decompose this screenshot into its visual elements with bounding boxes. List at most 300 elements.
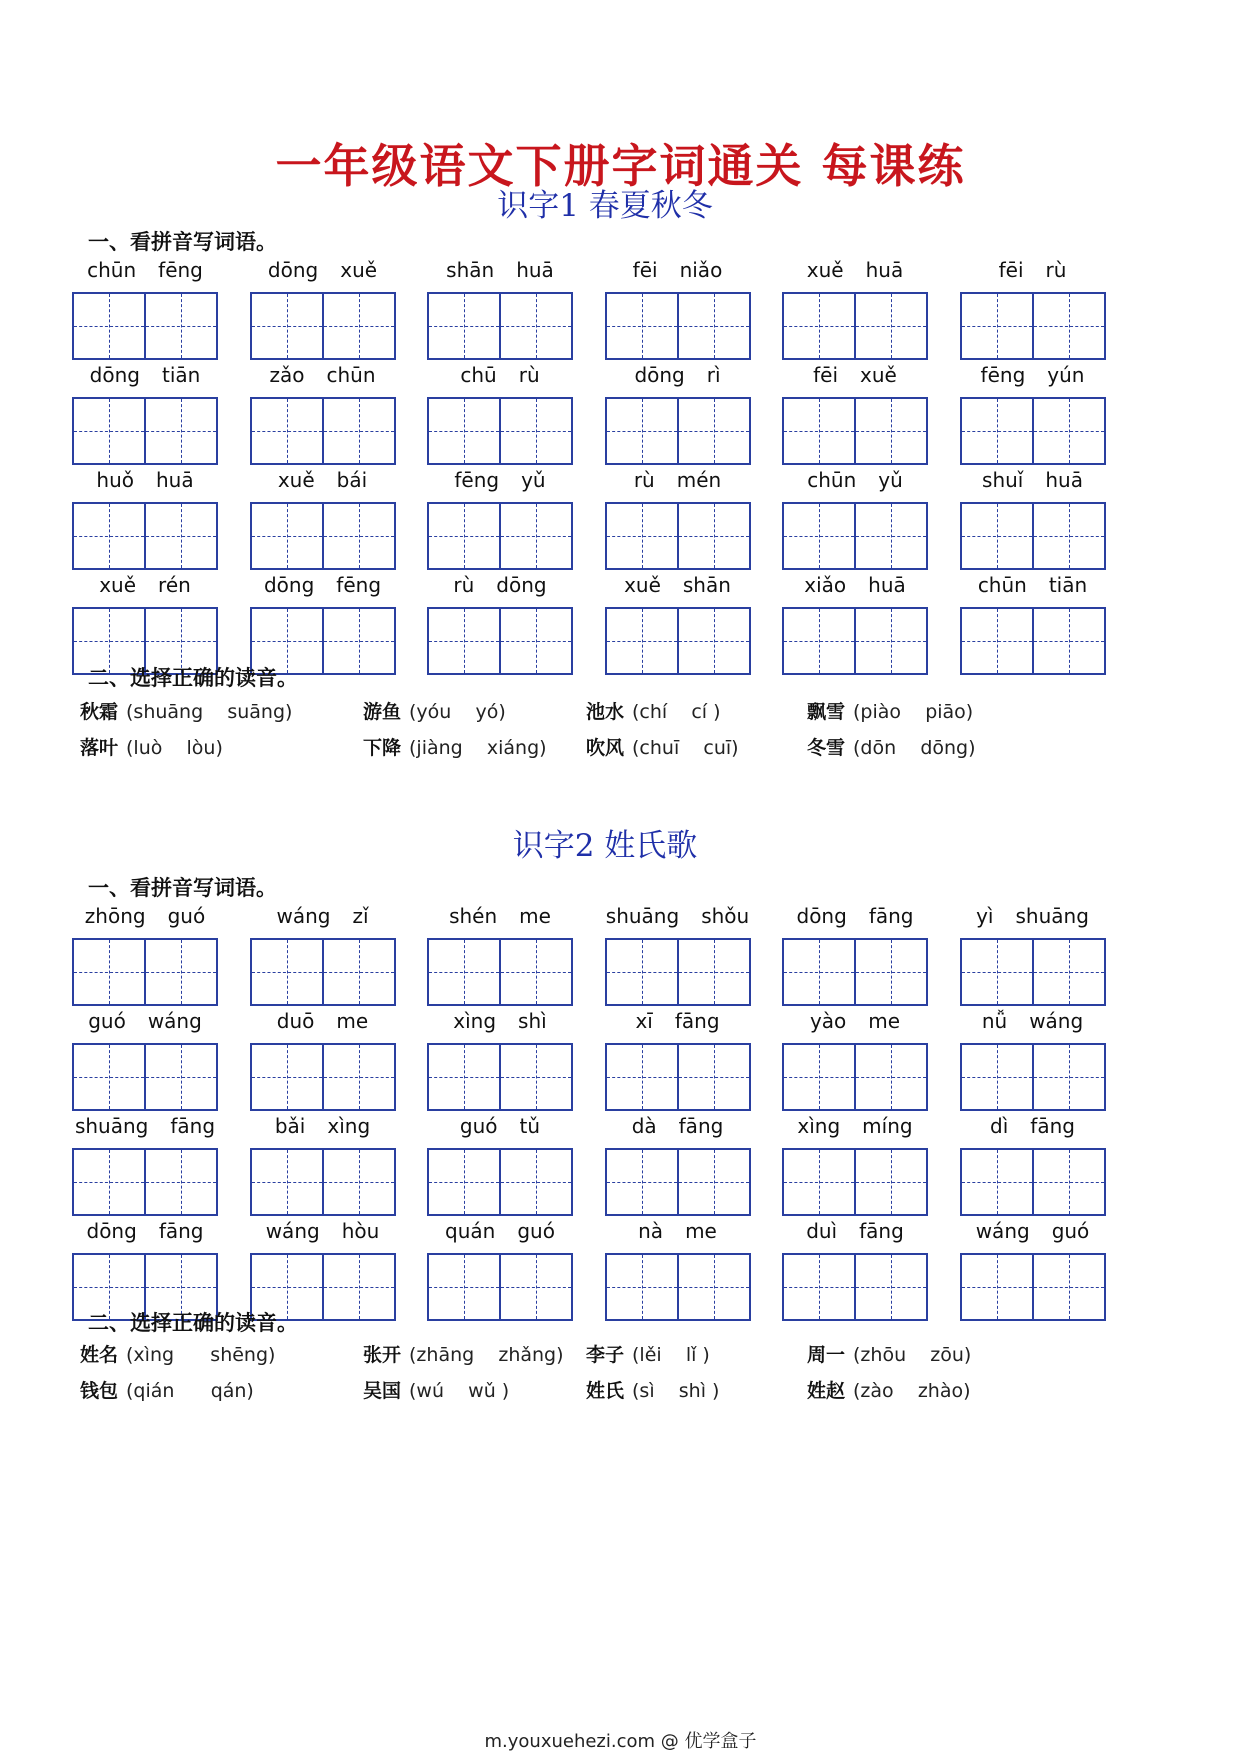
pinyin-syllable: mén	[676, 468, 722, 492]
pinyin-syllable: rù	[453, 573, 475, 597]
pinyin-syllable: dōng	[267, 258, 319, 282]
pinyin-syllable: rù	[1045, 258, 1067, 282]
word-cell	[427, 573, 573, 679]
choice-options[interactable]: (sì shì )	[632, 1380, 720, 1402]
pinyin-label	[72, 363, 218, 391]
pinyin-label	[72, 904, 218, 932]
tian-zi-ge-box[interactable]	[784, 399, 854, 463]
pinyin-label	[250, 573, 396, 601]
word-cell	[72, 1114, 218, 1220]
reading-choice	[586, 697, 721, 724]
writing-boxes	[605, 1043, 751, 1111]
choice-options[interactable]: (chuī cuī)	[632, 737, 739, 759]
tian-zi-ge-box[interactable]	[74, 940, 144, 1004]
pinyin-label	[960, 1009, 1106, 1037]
pinyin-syllable: chūn	[977, 573, 1027, 597]
word-cell	[72, 1009, 218, 1115]
pinyin-syllable: tiān	[1048, 573, 1088, 597]
pinyin-label	[605, 258, 751, 286]
pinyin-label	[605, 904, 751, 932]
pinyin-syllable: shuāng	[74, 1114, 149, 1138]
word-cell	[960, 1219, 1106, 1325]
tian-zi-ge-box[interactable]	[322, 1255, 394, 1319]
pinyin-syllable: guó	[88, 1009, 126, 1033]
tian-zi-ge-box[interactable]	[322, 399, 394, 463]
tian-zi-ge-box[interactable]	[677, 1150, 749, 1214]
tian-zi-ge-box[interactable]	[962, 1150, 1032, 1214]
pinyin-label	[605, 1219, 751, 1247]
pinyin-syllable: chūn	[807, 468, 857, 492]
writing-boxes	[72, 1043, 218, 1111]
pinyin-syllable: fāng	[868, 904, 914, 928]
tian-zi-ge-box[interactable]	[1032, 399, 1104, 463]
word-cell	[605, 258, 751, 364]
writing-boxes	[72, 938, 218, 1006]
word-cell	[605, 1114, 751, 1220]
word-cell	[960, 904, 1106, 1010]
tian-zi-ge-box[interactable]	[784, 1150, 854, 1214]
pinyin-syllable: zhōng	[84, 904, 146, 928]
writing-boxes	[782, 397, 928, 465]
choice-row	[80, 1340, 1088, 1370]
reading-choice	[80, 1376, 254, 1403]
tian-zi-ge-box[interactable]	[322, 940, 394, 1004]
tian-zi-ge-box[interactable]	[252, 504, 322, 568]
word-cell	[427, 468, 573, 574]
tian-zi-ge-box[interactable]	[607, 609, 677, 673]
tian-zi-ge-box[interactable]	[677, 294, 749, 358]
writing-boxes	[250, 1043, 396, 1111]
tian-zi-ge-box[interactable]	[74, 399, 144, 463]
tian-zi-ge-box[interactable]	[429, 399, 499, 463]
tian-zi-ge-box[interactable]	[1032, 609, 1104, 673]
word-cell	[960, 363, 1106, 469]
writing-boxes	[605, 938, 751, 1006]
pinyin-syllable: bǎi	[274, 1114, 306, 1138]
writing-boxes	[72, 292, 218, 360]
pinyin-label	[960, 904, 1106, 932]
tian-zi-ge-box[interactable]	[784, 940, 854, 1004]
pinyin-syllable: wáng	[147, 1009, 202, 1033]
tian-zi-ge-box[interactable]	[322, 609, 394, 673]
tian-zi-ge-box[interactable]	[854, 399, 926, 463]
tian-zi-ge-box[interactable]	[499, 1255, 571, 1319]
writing-boxes	[250, 502, 396, 570]
pinyin-syllable: huā	[1045, 468, 1083, 492]
pinyin-label	[782, 1009, 928, 1037]
word-cell	[782, 1219, 928, 1325]
tian-zi-ge-box[interactable]	[962, 399, 1032, 463]
choice-word: 周一	[807, 1344, 846, 1366]
tian-zi-ge-box[interactable]	[854, 609, 926, 673]
tian-zi-ge-box[interactable]	[499, 1045, 571, 1109]
tian-zi-ge-box[interactable]	[252, 294, 322, 358]
word-cell	[782, 573, 928, 679]
tian-zi-ge-box[interactable]	[784, 609, 854, 673]
word-cell	[782, 1009, 928, 1115]
pinyin-syllable: fāng	[859, 1219, 904, 1243]
word-cell	[782, 363, 928, 469]
word-cell	[427, 904, 573, 1010]
grid-row	[80, 1009, 1120, 1115]
choice-word: 姓赵	[807, 1380, 846, 1402]
grid-row	[80, 904, 1120, 1010]
pinyin-label	[605, 1114, 751, 1142]
pinyin-syllable: duō	[276, 1009, 315, 1033]
pinyin-syllable: chū	[460, 363, 497, 387]
choice-word: 下降	[363, 737, 402, 759]
tian-zi-ge-box[interactable]	[962, 294, 1032, 358]
tian-zi-ge-box[interactable]	[784, 1045, 854, 1109]
writing-boxes	[427, 1253, 573, 1321]
tian-zi-ge-box[interactable]	[74, 1150, 144, 1214]
reading-choice	[807, 1376, 971, 1403]
choice-options[interactable]: (jiàng xiáng)	[409, 737, 547, 759]
tian-zi-ge-box[interactable]	[1032, 1150, 1104, 1214]
pinyin-syllable: yún	[1047, 363, 1085, 387]
reading-choice	[80, 1340, 275, 1367]
pinyin-label	[250, 258, 396, 286]
tian-zi-ge-box[interactable]	[144, 399, 216, 463]
reading-choice	[586, 733, 739, 760]
writing-boxes	[960, 502, 1106, 570]
tian-zi-ge-box[interactable]	[144, 504, 216, 568]
writing-boxes	[427, 397, 573, 465]
pinyin-label	[250, 1009, 396, 1037]
tian-zi-ge-box[interactable]	[322, 1150, 394, 1214]
pinyin-label	[960, 1219, 1106, 1247]
pinyin-syllable: fāng	[1030, 1114, 1075, 1138]
section-heading-choose-reading-2: 二、选择正确的读音。	[88, 1311, 298, 1335]
tian-zi-ge-box[interactable]	[1032, 294, 1104, 358]
pinyin-label	[960, 258, 1106, 286]
tian-zi-ge-box[interactable]	[962, 940, 1032, 1004]
choice-word: 冬雪	[807, 737, 846, 759]
pinyin-syllable: huā	[155, 468, 194, 492]
choice-options[interactable]: (luò lòu)	[126, 737, 223, 759]
tian-zi-ge-box[interactable]	[429, 1045, 499, 1109]
writing-boxes	[72, 397, 218, 465]
tian-zi-ge-box[interactable]	[499, 1150, 571, 1214]
pinyin-syllable: yǔ	[878, 468, 903, 492]
pinyin-label	[72, 1114, 218, 1142]
tian-zi-ge-box[interactable]	[1032, 1255, 1104, 1319]
writing-boxes	[960, 1043, 1106, 1111]
tian-zi-ge-box[interactable]	[252, 1150, 322, 1214]
tian-zi-ge-box[interactable]	[252, 399, 322, 463]
choice-options[interactable]: (yóu yó)	[409, 701, 506, 723]
writing-boxes	[250, 1148, 396, 1216]
tian-zi-ge-box[interactable]	[677, 399, 749, 463]
word-cell	[605, 1219, 751, 1325]
tian-zi-ge-box[interactable]	[677, 940, 749, 1004]
tian-zi-ge-box[interactable]	[144, 294, 216, 358]
pinyin-label	[782, 363, 928, 391]
tian-zi-ge-box[interactable]	[144, 1150, 216, 1214]
tian-zi-ge-box[interactable]	[74, 294, 144, 358]
tian-zi-ge-box[interactable]	[429, 940, 499, 1004]
section-heading-write-words-1: 一、看拼音写词语。	[88, 230, 277, 254]
choice-options[interactable]: (chí cí )	[632, 701, 721, 723]
reading-choice	[586, 1340, 710, 1367]
word-cell	[782, 468, 928, 574]
reading-choice	[807, 733, 976, 760]
grid-row	[80, 468, 1120, 574]
tian-zi-ge-box[interactable]	[74, 504, 144, 568]
pinyin-syllable: rù	[518, 363, 540, 387]
pinyin-syllable: huǒ	[96, 468, 134, 492]
word-cell	[250, 1009, 396, 1115]
pinyin-label	[250, 904, 396, 932]
word-cell	[250, 258, 396, 364]
tian-zi-ge-box[interactable]	[499, 609, 571, 673]
pinyin-label	[427, 363, 573, 391]
pinyin-syllable: zǐ	[352, 904, 369, 928]
tian-zi-ge-box[interactable]	[499, 940, 571, 1004]
page-title: 一年级语文下册字词通关 每课练	[275, 139, 966, 193]
tian-zi-ge-box[interactable]	[1032, 504, 1104, 568]
pinyin-syllable: guó	[1051, 1219, 1090, 1243]
pinyin-syllable: fāng	[674, 1009, 720, 1033]
tian-zi-ge-box[interactable]	[607, 1150, 677, 1214]
writing-boxes	[72, 502, 218, 570]
word-cell	[782, 904, 928, 1010]
word-cell	[250, 904, 396, 1010]
reading-choice	[586, 1376, 719, 1403]
pinyin-syllable: dōng	[86, 1219, 137, 1243]
pinyin-label	[605, 573, 751, 601]
pinyin-label	[605, 1009, 751, 1037]
choice-row	[80, 697, 1088, 727]
tian-zi-ge-box[interactable]	[677, 609, 749, 673]
writing-boxes	[960, 1253, 1106, 1321]
tian-zi-ge-box[interactable]	[607, 1255, 677, 1319]
pinyin-syllable: xuě	[340, 258, 378, 282]
choice-options[interactable]: (wú wǔ )	[409, 1380, 510, 1402]
pinyin-syllable: wáng	[1029, 1009, 1084, 1033]
tian-zi-ge-box[interactable]	[252, 1045, 322, 1109]
writing-boxes	[72, 1148, 218, 1216]
tian-zi-ge-box[interactable]	[429, 1255, 499, 1319]
pinyin-syllable: duì	[806, 1219, 838, 1243]
pinyin-label	[960, 363, 1106, 391]
tian-zi-ge-box[interactable]	[144, 940, 216, 1004]
writing-boxes	[605, 292, 751, 360]
choice-options[interactable]: (dōn dōng)	[853, 737, 976, 759]
tian-zi-ge-box[interactable]	[322, 1045, 394, 1109]
writing-boxes	[782, 1148, 928, 1216]
grid-row	[80, 258, 1120, 364]
reading-choice	[807, 697, 973, 724]
word-cell	[960, 1009, 1106, 1115]
tian-zi-ge-box[interactable]	[677, 1045, 749, 1109]
pinyin-syllable: dōng	[796, 904, 847, 928]
writing-boxes	[960, 938, 1106, 1006]
tian-zi-ge-box[interactable]	[322, 294, 394, 358]
pinyin-syllable: fēng	[336, 573, 382, 597]
tian-zi-ge-box[interactable]	[854, 1150, 926, 1214]
pinyin-syllable: quán	[445, 1219, 496, 1243]
choice-word: 钱包	[80, 1380, 119, 1402]
writing-boxes	[427, 607, 573, 675]
pinyin-syllable: nà	[638, 1219, 664, 1243]
choice-options[interactable]: (zhōu zōu)	[853, 1344, 972, 1366]
tian-zi-ge-box[interactable]	[854, 294, 926, 358]
choice-options[interactable]: (qián qán)	[126, 1380, 254, 1402]
pinyin-syllable: fēi	[998, 258, 1024, 282]
tian-zi-ge-box[interactable]	[499, 294, 571, 358]
word-cell	[72, 904, 218, 1010]
grid-row	[80, 363, 1120, 469]
pinyin-syllable: chūn	[326, 363, 376, 387]
tian-zi-ge-box[interactable]	[1032, 1045, 1104, 1109]
pinyin-syllable: huā	[868, 573, 906, 597]
pinyin-label	[605, 363, 751, 391]
tian-zi-ge-box[interactable]	[499, 399, 571, 463]
pinyin-syllable: fāng	[158, 1219, 204, 1243]
pinyin-syllable: fēng	[158, 258, 203, 282]
pinyin-syllable: shān	[446, 258, 495, 282]
pinyin-label	[782, 1114, 928, 1142]
tian-zi-ge-box[interactable]	[429, 1150, 499, 1214]
tian-zi-ge-box[interactable]	[607, 1045, 677, 1109]
pinyin-syllable: shuāng	[605, 904, 680, 928]
tian-zi-ge-box[interactable]	[144, 1045, 216, 1109]
writing-boxes	[427, 292, 573, 360]
choice-options[interactable]: (piào piāo)	[853, 701, 974, 723]
writing-boxes	[960, 397, 1106, 465]
choice-options[interactable]: (zào zhào)	[853, 1380, 971, 1402]
pinyin-syllable: tǔ	[519, 1114, 541, 1138]
tian-zi-ge-box[interactable]	[607, 940, 677, 1004]
pinyin-syllable: fēi	[632, 258, 658, 282]
pinyin-syllable: rì	[706, 363, 721, 387]
word-cell	[72, 363, 218, 469]
pinyin-syllable: xuě	[99, 573, 137, 597]
writing-boxes	[782, 607, 928, 675]
tian-zi-ge-box[interactable]	[854, 1255, 926, 1319]
word-cell	[605, 904, 751, 1010]
tian-zi-ge-box[interactable]	[854, 940, 926, 1004]
pinyin-label	[427, 1009, 573, 1037]
pinyin-syllable: guó	[517, 1219, 555, 1243]
reading-choice	[807, 1340, 971, 1367]
word-cell	[960, 573, 1106, 679]
tian-zi-ge-box[interactable]	[74, 1045, 144, 1109]
pinyin-syllable: fēi	[813, 363, 839, 387]
pinyin-label	[250, 1114, 396, 1142]
writing-boxes	[960, 292, 1106, 360]
choice-options[interactable]: (lěi lǐ )	[632, 1344, 710, 1366]
word-cell	[960, 468, 1106, 574]
tian-zi-ge-box[interactable]	[429, 294, 499, 358]
tian-zi-ge-box[interactable]	[607, 504, 677, 568]
choice-word: 姓氏	[586, 1380, 625, 1402]
choice-options[interactable]: (zhāng zhǎng)	[409, 1344, 564, 1366]
choice-word: 落叶	[80, 737, 119, 759]
pinyin-syllable: huā	[865, 258, 904, 282]
choice-word: 池水	[586, 701, 625, 723]
word-cell	[427, 1219, 573, 1325]
reading-choice	[363, 1340, 564, 1367]
tian-zi-ge-box[interactable]	[429, 609, 499, 673]
pinyin-label	[72, 468, 218, 496]
choice-options[interactable]: (shuāng suāng)	[126, 701, 293, 723]
tian-zi-ge-box[interactable]	[784, 1255, 854, 1319]
pinyin-syllable: xuě	[277, 468, 315, 492]
pinyin-syllable: shǒu	[701, 904, 750, 928]
tian-zi-ge-box[interactable]	[962, 1045, 1032, 1109]
tian-zi-ge-box[interactable]	[962, 1255, 1032, 1319]
pinyin-label	[427, 904, 573, 932]
writing-boxes	[960, 607, 1106, 675]
pinyin-syllable: me	[336, 1009, 369, 1033]
lesson-title-1: 识字1 春夏秋冬	[497, 188, 713, 224]
tian-zi-ge-box[interactable]	[962, 609, 1032, 673]
word-cell	[960, 1114, 1106, 1220]
pinyin-label	[960, 468, 1106, 496]
reading-choice	[363, 697, 506, 724]
tian-zi-ge-box[interactable]	[1032, 940, 1104, 1004]
pinyin-label	[427, 258, 573, 286]
writing-boxes	[782, 1253, 928, 1321]
pinyin-syllable: niǎo	[679, 258, 723, 282]
writing-boxes	[605, 1148, 751, 1216]
writing-boxes	[605, 502, 751, 570]
tian-zi-ge-box[interactable]	[784, 294, 854, 358]
lesson-title-2: 识字2 姓氏歌	[512, 828, 698, 864]
choice-word: 游鱼	[363, 701, 402, 723]
writing-boxes	[605, 1253, 751, 1321]
pinyin-syllable: dōng	[89, 363, 140, 387]
pinyin-syllable: shuāng	[1015, 904, 1089, 928]
pinyin-syllable: chūn	[87, 258, 137, 282]
tian-zi-ge-box[interactable]	[322, 504, 394, 568]
writing-boxes	[960, 1148, 1106, 1216]
tian-zi-ge-box[interactable]	[499, 504, 571, 568]
word-cell	[427, 1114, 573, 1220]
choice-word: 姓名	[80, 1344, 119, 1366]
pinyin-syllable: me	[519, 904, 551, 928]
tian-zi-ge-box[interactable]	[784, 504, 854, 568]
pinyin-syllable: dōng	[496, 573, 547, 597]
tian-zi-ge-box[interactable]	[607, 294, 677, 358]
tian-zi-ge-box[interactable]	[252, 940, 322, 1004]
writing-boxes	[427, 1043, 573, 1111]
pinyin-syllable: tiān	[161, 363, 201, 387]
tian-zi-ge-box[interactable]	[429, 504, 499, 568]
word-cell	[250, 468, 396, 574]
pinyin-label	[72, 1219, 218, 1247]
pinyin-syllable: shān	[682, 573, 731, 597]
tian-zi-ge-box[interactable]	[677, 1255, 749, 1319]
choice-options[interactable]: (xìng shēng)	[126, 1344, 276, 1366]
tian-zi-ge-box[interactable]	[677, 504, 749, 568]
pinyin-syllable: yào	[809, 1009, 847, 1033]
tian-zi-ge-box[interactable]	[607, 399, 677, 463]
tian-zi-ge-box[interactable]	[962, 504, 1032, 568]
pinyin-label	[250, 1219, 396, 1247]
writing-boxes	[427, 1148, 573, 1216]
reading-choice	[363, 733, 547, 760]
tian-zi-ge-box[interactable]	[854, 504, 926, 568]
tian-zi-ge-box[interactable]	[854, 1045, 926, 1109]
writing-boxes	[250, 397, 396, 465]
writing-boxes	[250, 938, 396, 1006]
pinyin-syllable: dōng	[263, 573, 315, 597]
pinyin-syllable: huā	[516, 258, 554, 282]
section-heading-write-words-2: 一、看拼音写词语。	[88, 876, 277, 900]
